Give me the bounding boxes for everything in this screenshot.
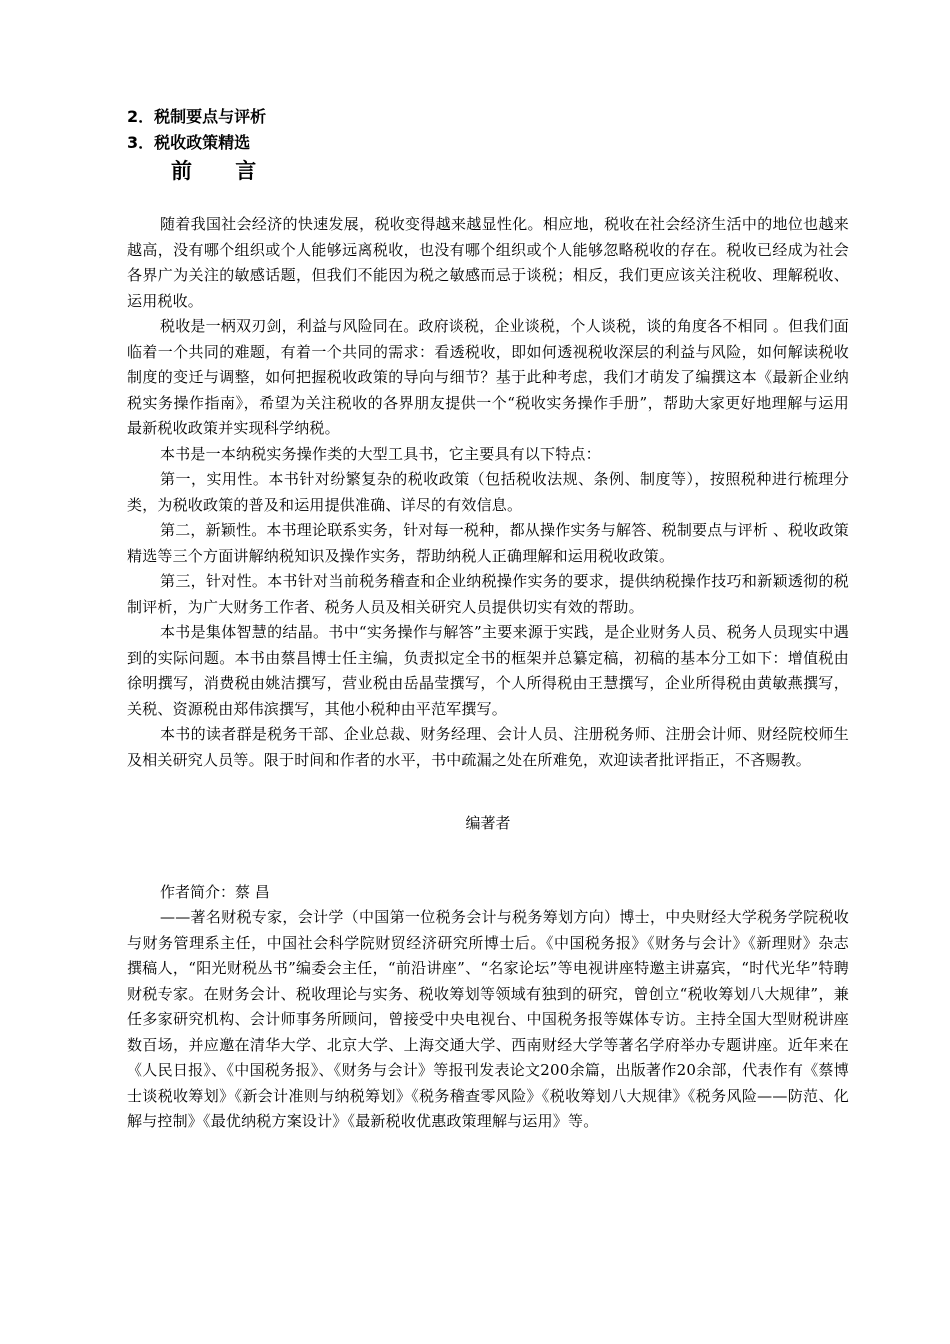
- paragraph: 本书的读者群是税务干部、企业总裁、财务经理、会计人员、注册税务师、注册会计师、财经院校师生及相关研究人员等。限于时间和作者的水平，书中疏漏之处在所难免，欢迎读者批评指正，不吝赐教。: [127, 725, 849, 769]
- paragraph: 第三，针对性。本书针对当前税务稽查和企业纳税操作实务的要求，提供纳税操作技巧和新颖透彻的税制评析，为广大财务工作者、税务人员及相关研究人员提供切实有效的帮助。: [127, 572, 849, 616]
- toc-item-2: 2．税制要点与评析: [127, 107, 267, 126]
- paragraph: 第一，实用性。本书针对纷繁复杂的税收政策（包括税收法规、条例、制度等），按照税种进行梳理分类，为税收政策的普及和运用提供准确、详尽的有效信息。: [127, 470, 849, 514]
- paragraph: 税收是一柄双刃剑，利益与风险同在。政府谈税，企业谈税，个人谈税，谈的角度各不相同 。但我们面临着一个共同的难题，有着一个共同的需求：看透税收，即如何透视税收深层的利益与风险，如何解读税收制度的变迁与调整，如何把握税收政策的导向与细节？基于此种考虑，我们才萌发了编撰这本《最新企业纳税实务操作指南》，希望为关注税收的各界朋友提供一个“税收实务操作手册”，帮助大家更好地理解与运用最新税收政策并实现科学纳税。: [127, 317, 849, 437]
- toc-item-3: 3．税收政策精选: [127, 133, 251, 152]
- paragraph: 第二，新颖性。本书理论联系实务，针对每一税种，都从操作实务与解答、税制要点与评析 、税收政策精选等三个方面讲解纳税知识及操作实务，帮助纳税人正确理解和运用税收政策。: [127, 521, 849, 565]
- document-page: [127, 104, 849, 1135]
- signature: 编著者: [465, 814, 511, 832]
- paragraph: 本书是一本纳税实务操作类的大型工具书，它主要具有以下特点：: [160, 444, 601, 463]
- preface-title: 前 言: [171, 159, 275, 183]
- paragraph: 随着我国社会经济的快速发展，税收变得越来越显性化。相应地，税收在社会经济生活中的地位也越来越高，没有哪个组织或个人能够远离税收，也没有哪个组织或个人能够忽略税收的存在。税收已经成为社会各界广为关注的敏感话题，但我们不能因为税之敏感而忌于谈税；相反，我们更应该关注税收、理解税收、运用税收。: [127, 215, 849, 310]
- author-intro-label: 作者简介：蔡 昌: [160, 883, 270, 901]
- author-bio: ——著名财税专家，会计学（中国第一位税务会计与税务筹划方向）博士，中央财经大学税务学院税收与财务管理系主任，中国社会科学院财贸经济研究所博士后。《中国税务报》《财务与会计》《新理财》杂志撰稿人，“阳光财税丛书”编委会主任，“前沿讲座”、“名家论坛”等电视讲座特邀主讲嘉宾，“时代光华”特聘财税专家。在财务会计、税收理论与实务、税收筹划等领域有独到的研究，曾创立“税收筹划八大规律”，兼任多家研究机构、会计师事务所顾问，曾接受中央电视台、中国税务报等媒体专访。主持全国大型财税讲座数百场，并应邀在清华大学、北京大学、上海交通大学、西南财经大学等著名学府举办专题讲座。近年来在《人民日报》、《中国税务报》、《财务与会计》等报刊发表论文200余篇，出版著作20余部，代表作有《蔡博士谈税收筹划》《新会计准则与纳税筹划》《税务稽查零风险》《税收筹划八大规律》《税务风险——防范、化解与控制》《最优纳税方案设计》《最新税收优惠政策理解与运用》等。: [127, 908, 849, 1130]
- paragraph: 本书是集体智慧的结晶。书中“实务操作与解答”主要来源于实践，是企业财务人员、税务人员现实中遇到的实际问题。本书由蔡昌博士任主编，负责拟定全书的框架并总纂定稿，初稿的基本分工如下：增值税由徐明撰写，消费税由姚洁撰写，营业税由岳晶莹撰写，个人所得税由王慧撰写，企业所得税由黄敏燕撰写，关税、资源税由郑伟滨撰写，其他小税种由平范军撰写。: [127, 623, 849, 718]
